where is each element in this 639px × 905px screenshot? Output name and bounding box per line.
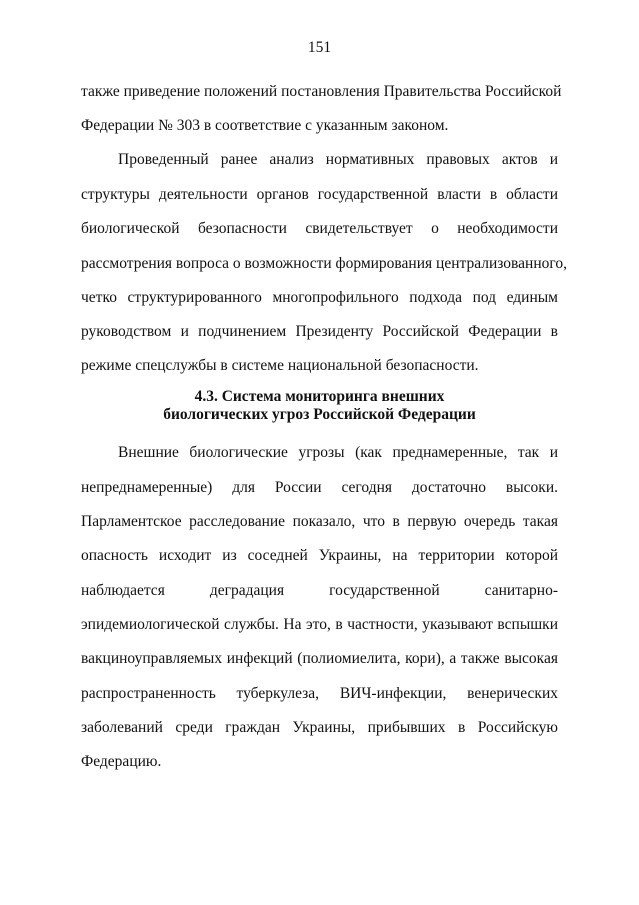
paragraph-3-line: Внешние биологические угрозы (как преднамеренные, так и <box>118 444 558 461</box>
paragraph-3-line: наблюдается деградация государственной санитарно- <box>81 582 558 599</box>
section-heading-line: 4.3. Система мониторинга внешних <box>194 388 445 405</box>
paragraph-3-line: опасность исходит из соседней Украины, на территории которой <box>81 547 558 564</box>
paragraph-1-line: также приведение положений постановления Правительства Российской <box>81 83 562 100</box>
paragraph-2-line: структуры деятельности органов государственной власти в области <box>81 186 558 203</box>
paragraph-3-line: заболеваний среди граждан Украины, прибывших в Российскую <box>81 719 558 736</box>
paragraph-2-line: биологической безопасности свидетельствует о необходимости <box>81 220 558 237</box>
paragraph-3-line: непреднамеренные) для России сегодня достаточно высоки. <box>81 479 558 496</box>
paragraph-3-line: Федерацию. <box>81 753 162 770</box>
page-number: 151 <box>307 39 332 56</box>
paragraph-3-line: эпидемиологической службы. На это, в частности, указывают вспышки <box>81 616 558 633</box>
paragraph-3-line: распространенность туберкулеза, ВИЧ-инфекции, венерических <box>81 685 558 702</box>
paragraph-2-line: режиме спецслужбы в системе национальной безопасности. <box>81 357 479 374</box>
paragraph-3-line: вакциноуправляемых инфекций (полиомиелита, кори), а также высокая <box>81 650 558 667</box>
paragraph-1-line: Федерации № 303 в соответствие с указанным законом. <box>81 117 449 134</box>
paragraph-2-line: Проведенный ранее анализ нормативных правовых актов и <box>118 151 558 168</box>
paragraph-2-line: рассмотрения вопроса о возможности формирования централизованного, <box>81 255 567 272</box>
paragraph-2-line: четко структурированного многопрофильного подхода под единым <box>81 289 558 306</box>
paragraph-2-line: руководством и подчинением Президенту Российской Федерации в <box>81 323 558 340</box>
paragraph-3-line: Парламентское расследование показало, что в первую очередь такая <box>81 513 558 530</box>
section-heading-line: биологических угроз Российской Федерации <box>163 406 476 423</box>
